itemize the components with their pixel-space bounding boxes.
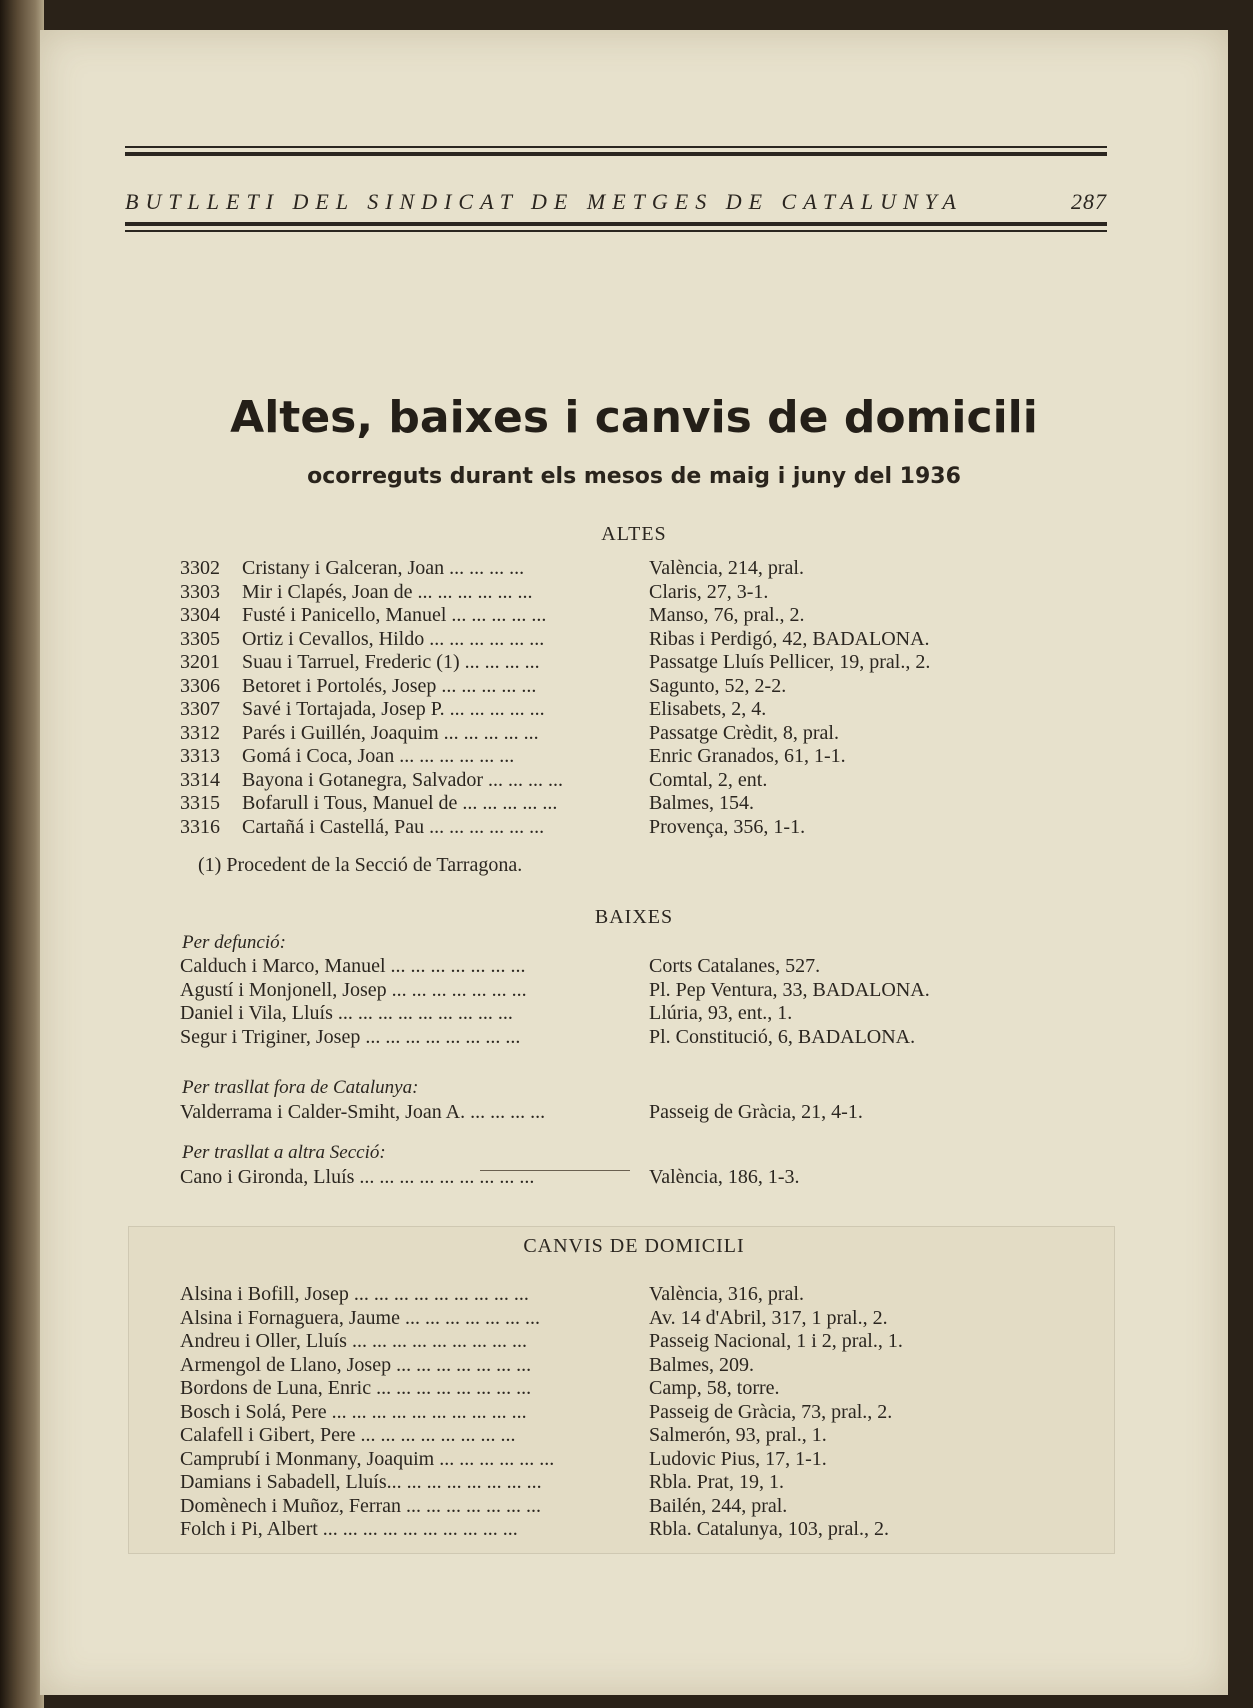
member-name: Daniel i Vila, Lluís ... ... ... ... ... ... ... ... ... — [180, 1002, 513, 1024]
member-address: Rbla. Catalunya, 103, pral., 2. — [649, 1518, 889, 1540]
list-item — [180, 816, 1100, 840]
list-item — [180, 1330, 1100, 1354]
member-address: Bailén, 244, pral. — [649, 1494, 788, 1517]
member-name: Alsina i Bofill, Josep ... ... ... ... ... ... ... ... ... — [180, 1283, 529, 1305]
member-address: Claris, 27, 3-1. — [649, 580, 769, 603]
member-name: Alsina i Fornaguera, Jaume ... ... ... ... ... ... ... — [180, 1306, 540, 1329]
header-rules-bottom — [125, 222, 1107, 236]
member-address: Passatge Lluís Pellicer, 19, pral., 2. — [649, 651, 931, 673]
altes-heading: ALTES — [601, 523, 667, 545]
member-number: 3304 — [180, 604, 220, 626]
member-address: Corts Catalanes, 527. — [649, 955, 821, 977]
member-name: Bosch i Solá, Pere ... ... ... ... ... ... ... ... ... ... — [180, 1400, 527, 1423]
member-name: Cartañá i Castellá, Pau ... ... ... ... ... ... — [242, 815, 545, 838]
header-rules-top — [125, 146, 1107, 156]
list-item — [180, 745, 1100, 769]
member-address: Comtal, 2, ent. — [649, 768, 768, 791]
member-address: Passatge Crèdit, 8, pral. — [649, 721, 839, 744]
member-address: Manso, 76, pral., 2. — [649, 604, 805, 626]
member-name: Betoret i Portolés, Josep ... ... ... ... ... — [242, 674, 537, 697]
member-number: 3313 — [180, 745, 220, 767]
member-address: Passeig Nacional, 1 i 2, pral., 1. — [649, 1330, 903, 1352]
list-item — [180, 955, 1100, 979]
member-number: 3307 — [180, 698, 220, 720]
list-item — [180, 628, 1100, 652]
page-subtitle: ocorreguts durant els mesos de maig i juny del 1936 — [307, 464, 961, 489]
member-number: 3302 — [180, 557, 220, 579]
member-number: 3306 — [180, 674, 220, 697]
member-name: Suau i Tarruel, Frederic (1) ... ... ... ... — [242, 651, 540, 673]
member-address: Rbla. Prat, 19, 1. — [649, 1471, 784, 1493]
member-address: Passeig de Gràcia, 21, 4-1. — [649, 1101, 863, 1123]
running-title: BUTLLETI DEL SINDICAT DE METGES DE CATALUNYA — [125, 189, 963, 214]
member-number: 3312 — [180, 721, 220, 744]
list-item — [180, 1401, 1100, 1425]
member-name: Bayona i Gotanegra, Salvador ... ... ... ... — [242, 768, 564, 791]
member-name: Fusté i Panicello, Manuel ... ... ... ... ... — [242, 604, 547, 626]
baixes-heading: BAIXES — [594, 906, 674, 928]
member-name: Armengol de Llano, Josep ... ... ... ... ... ... ... — [180, 1353, 532, 1376]
member-address: Pl. Constitució, 6, BADALONA. — [649, 1025, 916, 1048]
member-address: Ribas i Perdigó, 42, BADALONA. — [649, 627, 930, 650]
list-item — [180, 604, 1100, 628]
altes-list — [180, 557, 1100, 839]
list-item — [180, 651, 1100, 675]
list-item — [180, 581, 1100, 605]
member-name: Agustí i Monjonell, Josep ... ... ... ... ... ... ... — [180, 978, 527, 1001]
trasllat-fora-label: Per trasllat fora de Catalunya: — [182, 1077, 419, 1098]
member-number: 3314 — [180, 768, 220, 791]
trasllat-seccio-list — [180, 1166, 1100, 1190]
member-name: Camprubí i Monmany, Joaquim ... ... ... ... ... ... — [180, 1447, 555, 1470]
member-number: 3305 — [180, 627, 220, 650]
member-number: 3315 — [180, 792, 220, 814]
member-name: Parés i Guillén, Joaquim ... ... ... ... ... — [242, 721, 539, 744]
defuncio-list — [180, 955, 1100, 1049]
list-item — [180, 1471, 1100, 1495]
member-name: Ortiz i Cevallos, Hildo ... ... ... ... ... ... — [242, 627, 545, 650]
member-number: 3316 — [180, 815, 220, 838]
list-item — [180, 675, 1100, 699]
list-item — [180, 1307, 1100, 1331]
list-item — [180, 1002, 1100, 1026]
document-page — [40, 30, 1228, 1695]
list-item — [180, 792, 1100, 816]
list-item — [180, 1166, 1100, 1190]
list-item — [180, 1518, 1100, 1542]
member-name: Segur i Triginer, Josep ... ... ... ... ... ... ... ... — [180, 1025, 521, 1048]
member-name: Calduch i Marco, Manuel ... ... ... ... ... ... ... — [180, 955, 526, 977]
trasllat-seccio-label: Per trasllat a altra Secció: — [182, 1142, 386, 1163]
member-address: València, 214, pral. — [649, 557, 804, 579]
list-item — [180, 1495, 1100, 1519]
member-name: Cano i Gironda, Lluís ... ... ... ... ... ... ... ... ... — [180, 1166, 535, 1188]
member-address: Balmes, 209. — [649, 1353, 754, 1376]
member-address: Sagunto, 52, 2-2. — [649, 674, 787, 697]
running-header — [125, 189, 1107, 215]
altes-footnote: (1) Procedent de la Secció de Tarragona. — [198, 854, 523, 876]
member-address: Camp, 58, torre. — [649, 1377, 780, 1399]
member-name: Bordons de Luna, Enric ... ... ... ... ... ... ... ... — [180, 1377, 532, 1399]
member-name: Damians i Sabadell, Lluís... ... ... ... ... ... ... ... — [180, 1471, 542, 1493]
member-address: Balmes, 154. — [649, 792, 754, 814]
member-name: Domènech i Muñoz, Ferran ... ... ... ... ... ... ... — [180, 1494, 542, 1517]
list-item — [180, 1424, 1100, 1448]
defuncio-label: Per defunció: — [182, 932, 286, 953]
list-item — [180, 722, 1100, 746]
member-address: Provença, 356, 1-1. — [649, 815, 806, 838]
member-number: 3201 — [180, 651, 220, 673]
list-item — [180, 1377, 1100, 1401]
list-item — [180, 979, 1100, 1003]
member-name: Bofarull i Tous, Manuel de ... ... ... ... ... — [242, 792, 558, 814]
page-title: Altes, baixes i canvis de domicili — [230, 392, 1038, 443]
trasllat-fora-list — [180, 1101, 1100, 1125]
member-address: València, 316, pral. — [649, 1283, 804, 1305]
list-item — [180, 1354, 1100, 1378]
canvis-list — [180, 1283, 1100, 1542]
member-name: Mir i Clapés, Joan de ... ... ... ... ... ... — [242, 580, 533, 603]
list-item — [180, 557, 1100, 581]
member-address: Passeig de Gràcia, 73, pral., 2. — [649, 1400, 893, 1423]
member-address: Av. 14 d'Abril, 317, 1 pral., 2. — [649, 1306, 888, 1329]
member-name: Cristany i Galceran, Joan ... ... ... ... — [242, 557, 525, 579]
member-name: Calafell i Gibert, Pere ... ... ... ... ... ... ... ... — [180, 1424, 516, 1446]
book-spine — [0, 0, 44, 1708]
list-item — [180, 1283, 1100, 1307]
member-name: Valderrama i Calder-Smiht, Joan A. ... ... ... ... — [180, 1101, 546, 1123]
member-address: Llúria, 93, ent., 1. — [649, 1002, 793, 1024]
list-item — [180, 1101, 1100, 1125]
member-name: Folch i Pi, Albert ... ... ... ... ... ... ... ... ... ... — [180, 1518, 518, 1540]
member-address: Elisabets, 2, 4. — [649, 698, 767, 720]
member-address: Salmerón, 93, pral., 1. — [649, 1424, 827, 1446]
canvis-heading: CANVIS DE DOMICILI — [523, 1235, 745, 1257]
member-name: Andreu i Oller, Lluís ... ... ... ... ... ... ... ... ... — [180, 1330, 527, 1352]
list-item — [180, 1448, 1100, 1472]
list-item — [180, 698, 1100, 722]
member-name: Savé i Tortajada, Josep P. ... ... ... ... ... — [242, 698, 545, 720]
member-address: Enric Granados, 61, 1-1. — [649, 745, 846, 767]
member-name: Gomá i Coca, Joan ... ... ... ... ... ... — [242, 745, 515, 767]
member-number: 3303 — [180, 580, 220, 603]
member-address: València, 186, 1-3. — [649, 1166, 800, 1188]
list-item — [180, 769, 1100, 793]
member-address: Pl. Pep Ventura, 33, BADALONA. — [649, 978, 930, 1001]
list-item — [180, 1026, 1100, 1050]
page-number: 287 — [1071, 189, 1107, 214]
member-address: Ludovic Pius, 17, 1-1. — [649, 1447, 827, 1470]
